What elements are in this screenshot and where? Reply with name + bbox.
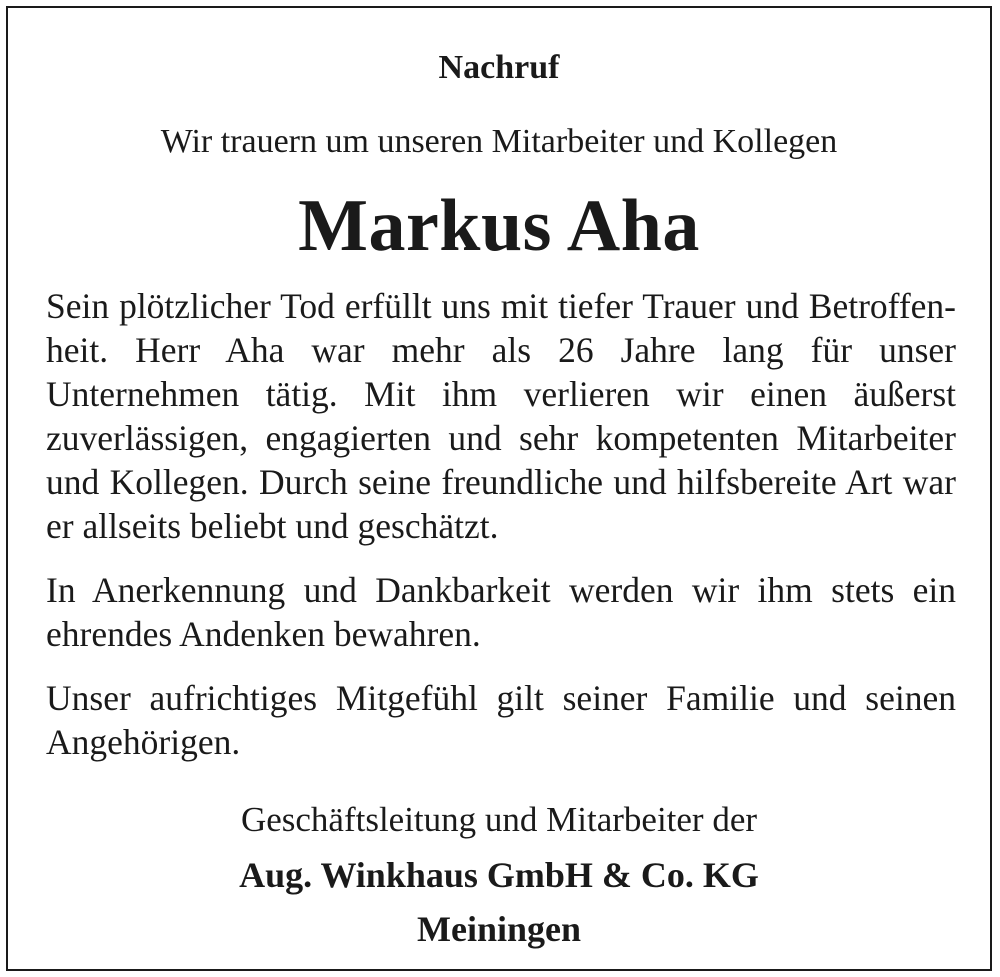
- company-name: Aug. Winkhaus GmbH & Co. KG: [239, 855, 759, 895]
- notice-heading: Nachruf: [438, 49, 560, 86]
- company-city: Meiningen: [416, 909, 581, 949]
- deceased-name: Markus Aha: [298, 185, 700, 267]
- body-paragraph-3: Unser aufrichtiges Mitgefühl gilt seiner Familie und seinen Angehörigen.: [46, 678, 956, 762]
- notice-lead-line: Wir trauern um unseren Mitarbeiter und Kollegen: [160, 123, 838, 160]
- obituary-notice: [6, 6, 992, 971]
- signature-line: Geschäftsleitung und Mitarbeiter der: [240, 800, 758, 839]
- body-paragraph-2: In Anerkennung und Dankbarkeit werden wir ihm stets ein ehrendes Andenken bewahren.: [46, 570, 956, 654]
- body-paragraph-1: Sein plötzlicher Tod erfüllt uns mit tiefer Trauer und Betroffenheit. Herr Aha war mehr als 26 Jahre lang für unser Unternehmen tätig. Mit ihm verlieren wir einen äußerst zuverlässigen, engagierten und sehr kompetenten Mitarbeiter und Kollegen. Durch seine freundliche und hilfsbereite Art war er allseits beliebt und geschätzt.: [46, 286, 956, 546]
